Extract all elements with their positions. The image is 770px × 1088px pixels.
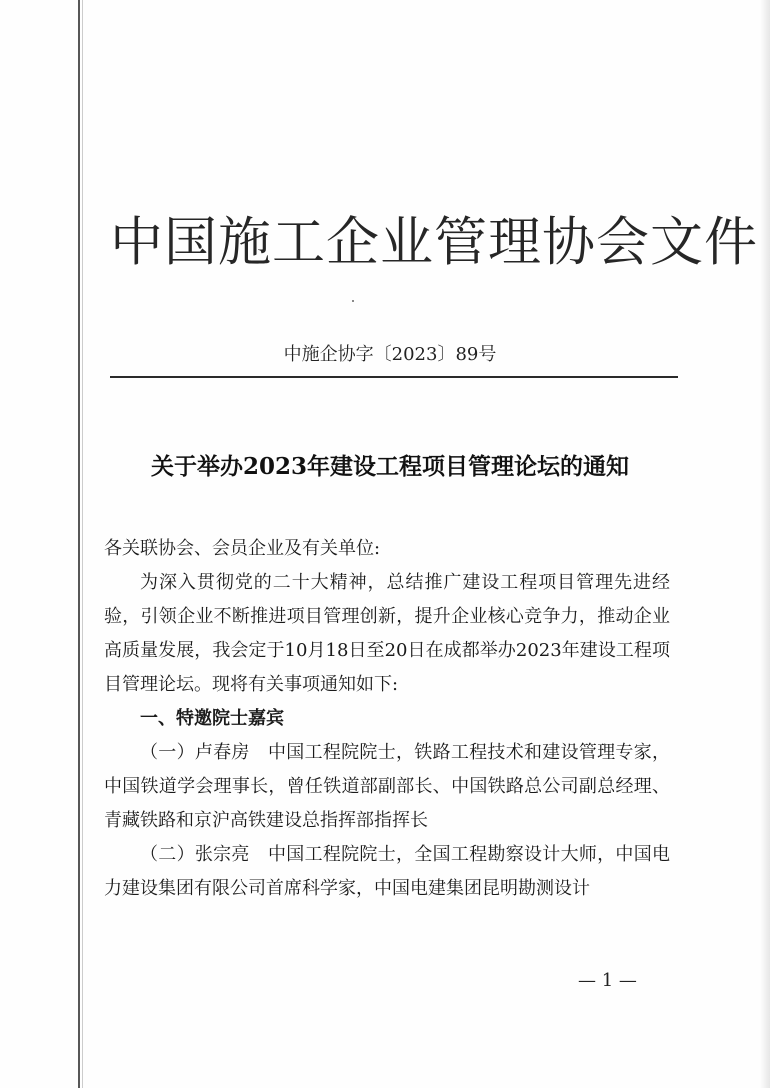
org-letterhead-title: 中国施工企业管理协会文件 xyxy=(110,212,758,273)
document-number: 中施企协字〔2023〕89号 xyxy=(283,344,497,365)
page-number: — 1 — xyxy=(578,970,637,991)
intro-paragraph: 为深入贯彻党的二十大精神，总结推广建设工程项目管理先进经验，引领企业不断推进项目管理创新，提升企业核心竞争力，推动企业高质量发展，我会定于10月18日至20日在成都举办2023年建设工程项目管理论坛。现将有关事项通知如下: xyxy=(104,572,670,695)
binding-edge-line xyxy=(78,0,80,1088)
guest-entry: （二）张宗亮 中国工程院院士，全国工程勘察设计大师，中国电力建设集团有限公司首席科学家，中国电建集团昆明勘测设计 xyxy=(104,844,670,899)
binding-edge-shadow xyxy=(82,0,83,1088)
guest-entry: （一）卢春房 中国工程院院士，铁路工程技术和建设管理专家，中国铁道学会理事长，曾任铁道部副部长、中国铁路总公司副总经理、青藏铁路和京沪高铁建设总指挥部指挥长 xyxy=(104,742,670,831)
notice-title: 关于举办2023年建设工程项目管理论坛的通知 xyxy=(150,453,629,480)
salutation: 各关联协会、会员企业及有关单位: xyxy=(104,538,381,559)
scan-speck xyxy=(352,300,354,302)
letterhead-divider xyxy=(110,376,678,378)
scan-edge-shadow xyxy=(760,0,770,1088)
section-heading: 一、特邀院士嘉宾 xyxy=(140,708,284,729)
document-body xyxy=(104,532,670,906)
